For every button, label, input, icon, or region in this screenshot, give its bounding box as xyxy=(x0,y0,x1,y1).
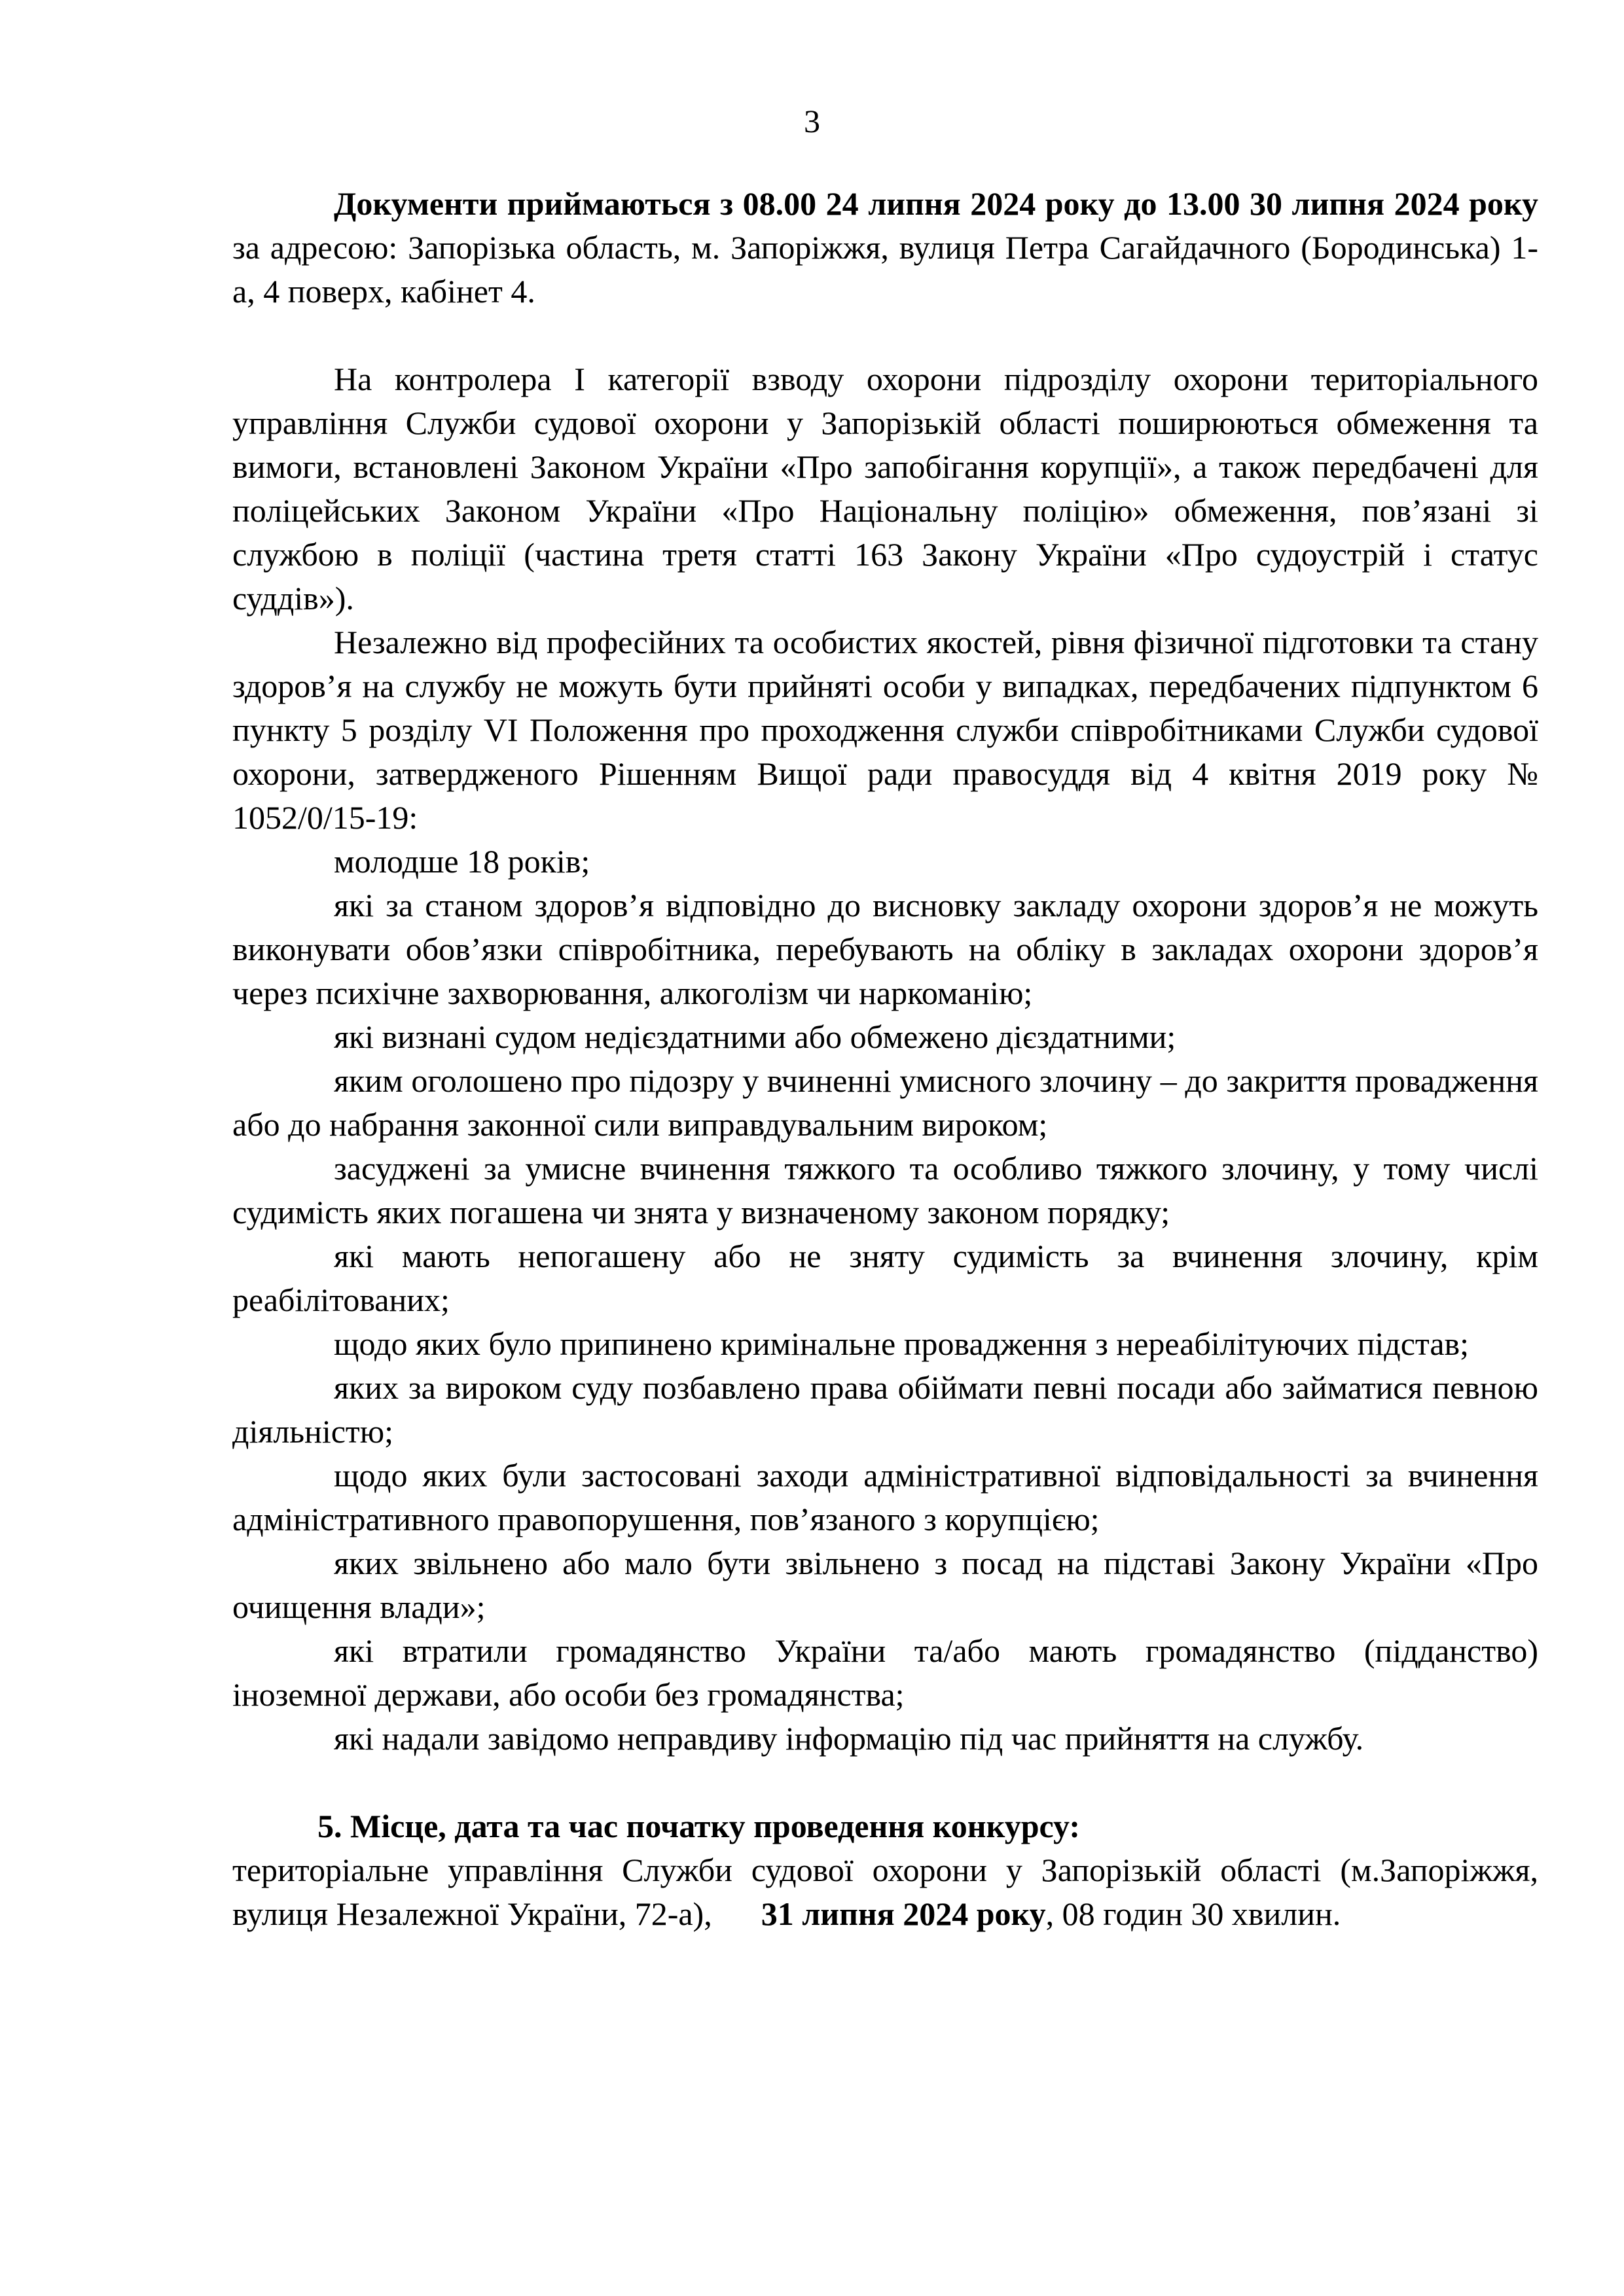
condition-item: які надали завідомо неправдиву інформацію під час прийняття на службу. xyxy=(334,1720,1364,1757)
competition-time: , 08 годин 30 хвилин. xyxy=(1045,1895,1341,1932)
page-number: 3 xyxy=(804,103,820,139)
condition-item: які втратили громадянство України та/або мають громадянство (підданство) іноземної держави, або особи без громадянства; xyxy=(232,1632,1538,1713)
condition-item: молодше 18 років; xyxy=(334,843,590,880)
documents-acceptance-dates: Документи приймаються з 08.00 24 липня 2024 року до 13.00 30 липня 2024 року xyxy=(334,185,1538,222)
document-body xyxy=(232,182,1538,1936)
condition-item: щодо яких були застосовані заходи адміністративної відповідальності за вчинення адміністративного правопорушення, пов’язаного з корупцією; xyxy=(232,1457,1538,1537)
condition-item: засуджені за умисне вчинення тяжкого та особливо тяжкого злочину, у тому числі судимість яких погашена чи знята у визначеному законом порядку; xyxy=(232,1150,1538,1230)
condition-item: щодо яких було припинено кримінальне провадження з нереабілітуючих підстав; xyxy=(334,1325,1470,1362)
condition-item: які за станом здоров’я відповідно до висновку закладу охорони здоров’я не можуть виконувати обов’язки співробітника, перебувають на обліку в закладах охорони здоров’я через психічне захворювання, алкоголізм чи наркоманію; xyxy=(232,887,1538,1011)
section-5-text xyxy=(232,1848,1538,1936)
ineligibility-intro-paragraph: Незалежно від професійних та особистих якостей, рівня фізичної підготовки та стану здоров’я на службу не можуть бути прийняті особи у випадках, передбачених підпунктом 6 пункту 5 розділу VI Положення про проходження служби співробітниками Служби судової охорони, затвердженого Рішенням Вищої ради правосуддя від 4 квітня 2019 року № 1052/0/15-19: xyxy=(232,624,1538,836)
spacer xyxy=(232,1761,1538,1804)
documents-acceptance-paragraph xyxy=(232,182,1538,314)
condition-item: яких за вироком суду позбавлено права обіймати певні посади або займатися певною діяльністю; xyxy=(232,1369,1538,1450)
condition-item: які мають непогашену або не зняту судимість за вчинення злочину, крім реабілітованих; xyxy=(232,1238,1538,1318)
condition-item: які визнані судом недієздатними або обмежено дієздатними; xyxy=(334,1018,1176,1055)
spacer xyxy=(232,314,1538,357)
restrictions-paragraph: На контролера І категорії взводу охорони підрозділу охорони територіального управління Служби судової охорони у Запорізькій області поширюються обмеження та вимоги, встановлені Законом України «Про запобігання корупції», а також передбачені для поліцейських Законом України «Про Національну поліцію» обмеження, пов’язані зі службою в поліції (частина третя статті 163 Закону України «Про судоустрій і статус суддів»). xyxy=(232,361,1538,617)
competition-location: територіальне управління Служби судової охорони у Запорізькій області (м.Запоріжжя, вулиця Незалежної України, 72-а), xyxy=(232,1852,1538,1932)
section-5-heading: 5. Місце, дата та час початку проведення конкурсу: xyxy=(317,1808,1081,1844)
documents-acceptance-address: за адресою: Запорізька область, м. Запоріжжя, вулиця Петра Сагайдачного (Бородинська) 1-а, 4 поверх, кабінет 4. xyxy=(232,229,1538,310)
condition-item: яким оголошено про підозру у вчиненні умисного злочину – до закриття провадження або до набрання законної сили виправдувальним вироком; xyxy=(232,1062,1538,1143)
condition-item: яких звільнено або мало бути звільнено з посад на підставі Закону України «Про очищення влади»; xyxy=(232,1545,1538,1625)
competition-date: 31 липня 2024 року xyxy=(761,1895,1046,1932)
